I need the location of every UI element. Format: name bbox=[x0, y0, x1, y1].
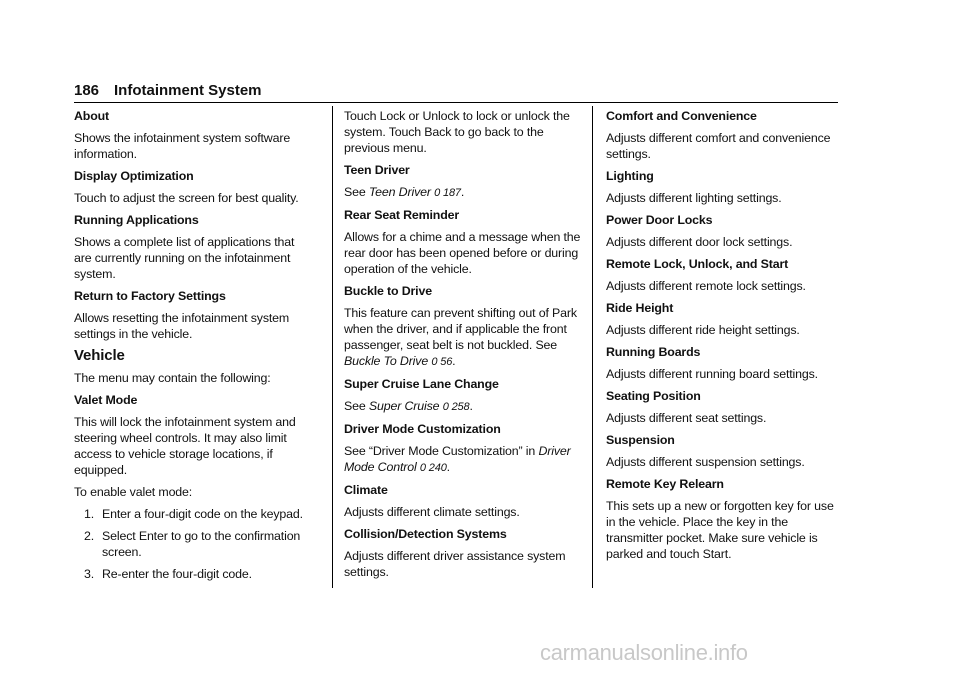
lighting-heading: Lighting bbox=[606, 169, 654, 183]
touch-lock-text: Touch Lock or Unlock to lock or unlock the system. Touch Back to go back to the previous menu. bbox=[344, 109, 570, 155]
page-ref: 0 56 bbox=[431, 356, 453, 368]
page-ref: 0 258 bbox=[442, 401, 470, 413]
ride-height-text: Adjusts different ride height settings. bbox=[606, 323, 800, 337]
teen-driver-link[interactable]: Teen Driver bbox=[368, 185, 431, 199]
collision-detection-text: Adjusts different driver assistance system settings. bbox=[344, 549, 566, 579]
buckle-to-drive-text: This feature can prevent shifting out of Park when the driver, and if applicable the front passenger, seat belt is not buckled. See Buckle To Drive 0 56. bbox=[344, 306, 577, 368]
rear-seat-reminder-heading: Rear Seat Reminder bbox=[344, 208, 460, 222]
valet-mode-text: This will lock the infotainment system and steering wheel controls. It may also limit access to vehicle storage locations, if equipped. bbox=[74, 415, 296, 477]
remote-key-relearn-text: This sets up a new or forgotten key for use in the vehicle. Place the key in the transmitter pocket. Make sure vehicle is parked and touch Start. bbox=[606, 499, 834, 561]
super-cruise-text: See Super Cruise 0 258. bbox=[344, 399, 473, 413]
rear-seat-reminder-text: Allows for a chime and a message when the rear door has been opened before or during operation of the vehicle. bbox=[344, 230, 581, 276]
super-cruise-heading: Super Cruise Lane Change bbox=[344, 377, 499, 391]
about-heading: About bbox=[74, 109, 110, 123]
lighting-text: Adjusts different lighting settings. bbox=[606, 191, 782, 205]
driver-mode-customization-heading: Driver Mode Customization bbox=[344, 422, 501, 436]
comfort-text: Adjusts different comfort and convenience settings. bbox=[606, 131, 831, 161]
running-applications-text: Shows a complete list of applications that are currently running on the infotainment system. bbox=[74, 235, 295, 281]
enable-valet-text: To enable valet mode: bbox=[74, 485, 193, 499]
comfort-heading: Comfort and Convenience bbox=[606, 109, 757, 123]
climate-text: Adjusts different climate settings. bbox=[344, 505, 520, 519]
super-cruise-link[interactable]: Super Cruise bbox=[368, 399, 440, 413]
vehicle-intro: The menu may contain the following: bbox=[74, 371, 271, 385]
list-item: 3. Re-enter the four-digit code. bbox=[84, 567, 252, 581]
buckle-to-drive-heading: Buckle to Drive bbox=[344, 284, 432, 298]
power-door-locks-heading: Power Door Locks bbox=[606, 213, 713, 227]
remote-lock-heading: Remote Lock, Unlock, and Start bbox=[606, 257, 789, 271]
column-divider bbox=[592, 106, 593, 588]
about-text: Shows the infotainment system software information. bbox=[74, 131, 291, 161]
climate-heading: Climate bbox=[344, 483, 388, 497]
column-1 bbox=[74, 108, 314, 588]
collision-detection-heading: Collision/Detection Systems bbox=[344, 527, 507, 541]
ride-height-heading: Ride Height bbox=[606, 301, 674, 315]
section-title: Infotainment System bbox=[114, 82, 262, 99]
factory-settings-heading: Return to Factory Settings bbox=[74, 289, 226, 303]
driver-mode-customization-text: See “Driver Mode Customization” in Driver Mode Control 0 240. bbox=[344, 444, 571, 474]
seating-position-text: Adjusts different seat settings. bbox=[606, 411, 767, 425]
column-3 bbox=[606, 108, 846, 568]
teen-driver-text: See Teen Driver 0 187. bbox=[344, 185, 465, 199]
teen-driver-heading: Teen Driver bbox=[344, 163, 410, 177]
watermark: carmanualsonline.info bbox=[540, 640, 748, 665]
valet-mode-heading: Valet Mode bbox=[74, 393, 138, 407]
list-item: 1. Enter a four-digit code on the keypad. bbox=[84, 507, 303, 521]
power-door-locks-text: Adjusts different door lock settings. bbox=[606, 235, 793, 249]
running-boards-text: Adjusts different running board settings. bbox=[606, 367, 818, 381]
page-ref: 0 240 bbox=[419, 462, 447, 474]
suspension-heading: Suspension bbox=[606, 433, 675, 447]
running-boards-heading: Running Boards bbox=[606, 345, 701, 359]
running-applications-heading: Running Applications bbox=[74, 213, 199, 227]
display-optimization-heading: Display Optimization bbox=[74, 169, 194, 183]
page-ref: 0 187 bbox=[434, 187, 461, 199]
factory-settings-text: Allows resetting the infotainment system settings in the vehicle. bbox=[74, 311, 290, 341]
driver-mode-control-link[interactable]: Driver Mode Control bbox=[344, 444, 571, 474]
buckle-to-drive-link[interactable]: Buckle To Drive bbox=[344, 354, 429, 368]
vehicle-heading: Vehicle bbox=[74, 347, 125, 364]
suspension-text: Adjusts different suspension settings. bbox=[606, 455, 805, 469]
seating-position-heading: Seating Position bbox=[606, 389, 701, 403]
column-2 bbox=[344, 108, 584, 586]
page-header bbox=[74, 80, 838, 103]
display-optimization-text: Touch to adjust the screen for best quality. bbox=[74, 191, 299, 205]
remote-lock-text: Adjusts different remote lock settings. bbox=[606, 279, 806, 293]
page-number: 186 bbox=[74, 82, 100, 99]
list-item: 2. Select Enter to go to the confirmation screen. bbox=[84, 529, 301, 559]
column-divider bbox=[332, 106, 333, 588]
remote-key-relearn-heading: Remote Key Relearn bbox=[606, 477, 724, 491]
valet-steps bbox=[74, 506, 314, 582]
